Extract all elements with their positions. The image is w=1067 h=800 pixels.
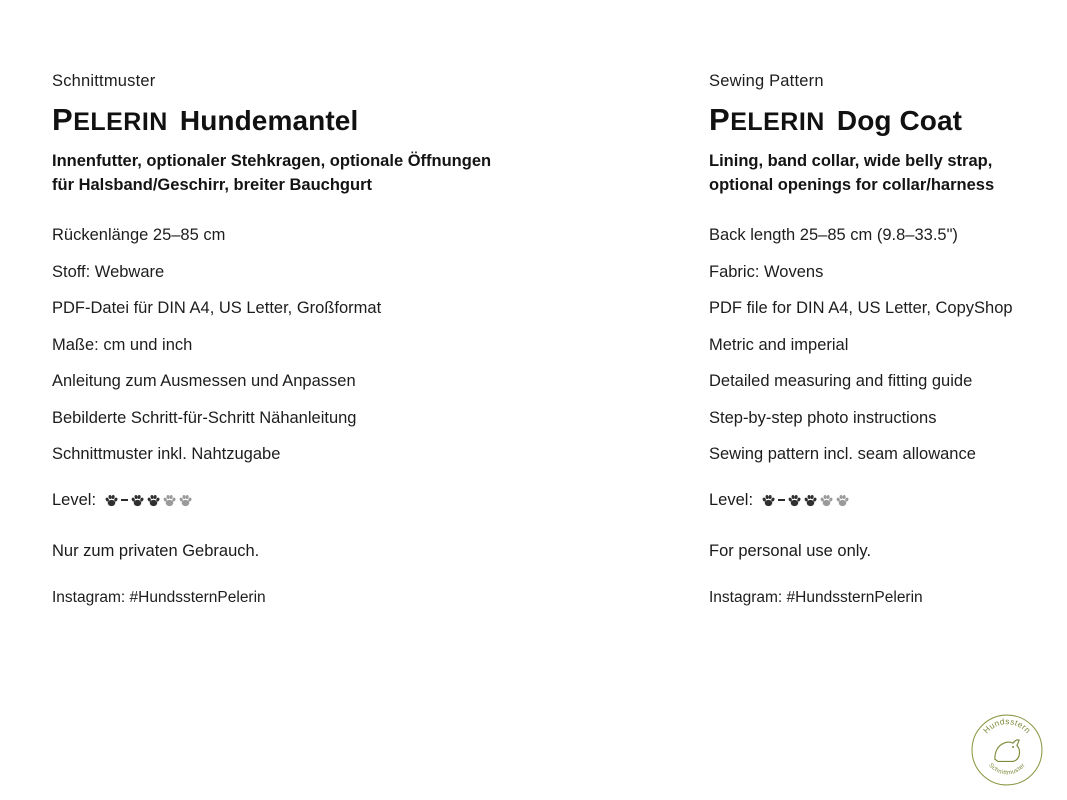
german-subtitle-line-2: für Halsband/Geschirr, breiter Bauchgurt <box>52 175 372 194</box>
list-item: PDF file for DIN A4, US Letter, CopyShop <box>709 299 1013 318</box>
list-item: Maße: cm und inch <box>52 335 193 354</box>
german-title <box>52 102 672 139</box>
english-level-label: Level: <box>709 490 754 509</box>
german-instagram-tag: Instagram: #HundssternPelerin <box>52 588 266 606</box>
german-subtitle-line-1: Innenfutter, optionaler Stehkragen, optionale Öffnungen <box>52 152 492 171</box>
paw-icon <box>130 493 145 508</box>
english-level-paws <box>761 493 850 508</box>
english-feature-list <box>709 227 1059 463</box>
list-item: Back length 25–85 cm (9.8–33.5") <box>709 226 958 245</box>
german-column <box>52 72 672 607</box>
brand-name: PELERIN <box>709 101 825 137</box>
german-level-paws <box>104 493 193 508</box>
english-kicker: Sewing Pattern <box>709 72 824 90</box>
german-product-name: Hundemantel <box>179 104 359 136</box>
german-level-row <box>52 491 672 510</box>
german-feature-list <box>52 227 672 463</box>
list-item: PDF-Datei für DIN A4, US Letter, Großformat <box>52 299 382 318</box>
english-column <box>709 72 1059 607</box>
list-item: Step-by-step photo instructions <box>709 408 937 427</box>
german-usage-note: Nur zum privaten Gebrauch. <box>52 541 260 560</box>
hundsstern-logo <box>969 712 1045 788</box>
list-item: Stoff: Webware <box>52 262 165 281</box>
paw-icon <box>819 493 834 508</box>
logo-top-text: Hundsstern <box>980 716 1034 736</box>
english-subtitle-line-2: optional openings for collar/harness <box>709 175 995 194</box>
list-item: Bebilderte Schritt-für-Schritt Nähanleitung <box>52 408 357 427</box>
range-dash <box>778 499 785 501</box>
logo-bottom-text: Schnittmuster <box>987 761 1027 777</box>
english-product-name: Dog Coat <box>836 104 963 136</box>
english-title <box>709 102 1059 139</box>
paw-icon <box>104 493 119 508</box>
english-subtitle <box>709 150 1059 197</box>
list-item: Fabric: Wovens <box>709 262 824 281</box>
svg-text:Schnittmuster <box>987 762 1027 777</box>
german-kicker: Schnittmuster <box>52 72 156 90</box>
list-item: Sewing pattern incl. seam allowance <box>709 445 976 464</box>
list-item: Metric and imperial <box>709 335 849 354</box>
paw-icon <box>835 493 850 508</box>
brand-name: PELERIN <box>52 101 168 137</box>
list-item: Anleitung zum Ausmessen und Anpassen <box>52 372 356 391</box>
list-item: Schnittmuster inkl. Nahtzugabe <box>52 445 281 464</box>
paw-icon <box>787 493 802 508</box>
range-dash <box>121 499 128 501</box>
paw-icon <box>761 493 776 508</box>
german-subtitle <box>52 150 522 197</box>
english-subtitle-line-1: Lining, band collar, wide belly strap, <box>709 152 993 171</box>
list-item: Detailed measuring and fitting guide <box>709 372 973 391</box>
german-level-label: Level: <box>52 490 97 509</box>
svg-text:Hundsstern <box>981 716 1033 735</box>
paw-icon <box>162 493 177 508</box>
english-level-row <box>709 491 1059 510</box>
paw-icon <box>146 493 161 508</box>
paw-icon <box>178 493 193 508</box>
english-usage-note: For personal use only. <box>709 541 872 560</box>
english-instagram-tag: Instagram: #HundssternPelerin <box>709 588 923 606</box>
list-item: Rückenlänge 25–85 cm <box>52 226 226 245</box>
paw-icon <box>803 493 818 508</box>
